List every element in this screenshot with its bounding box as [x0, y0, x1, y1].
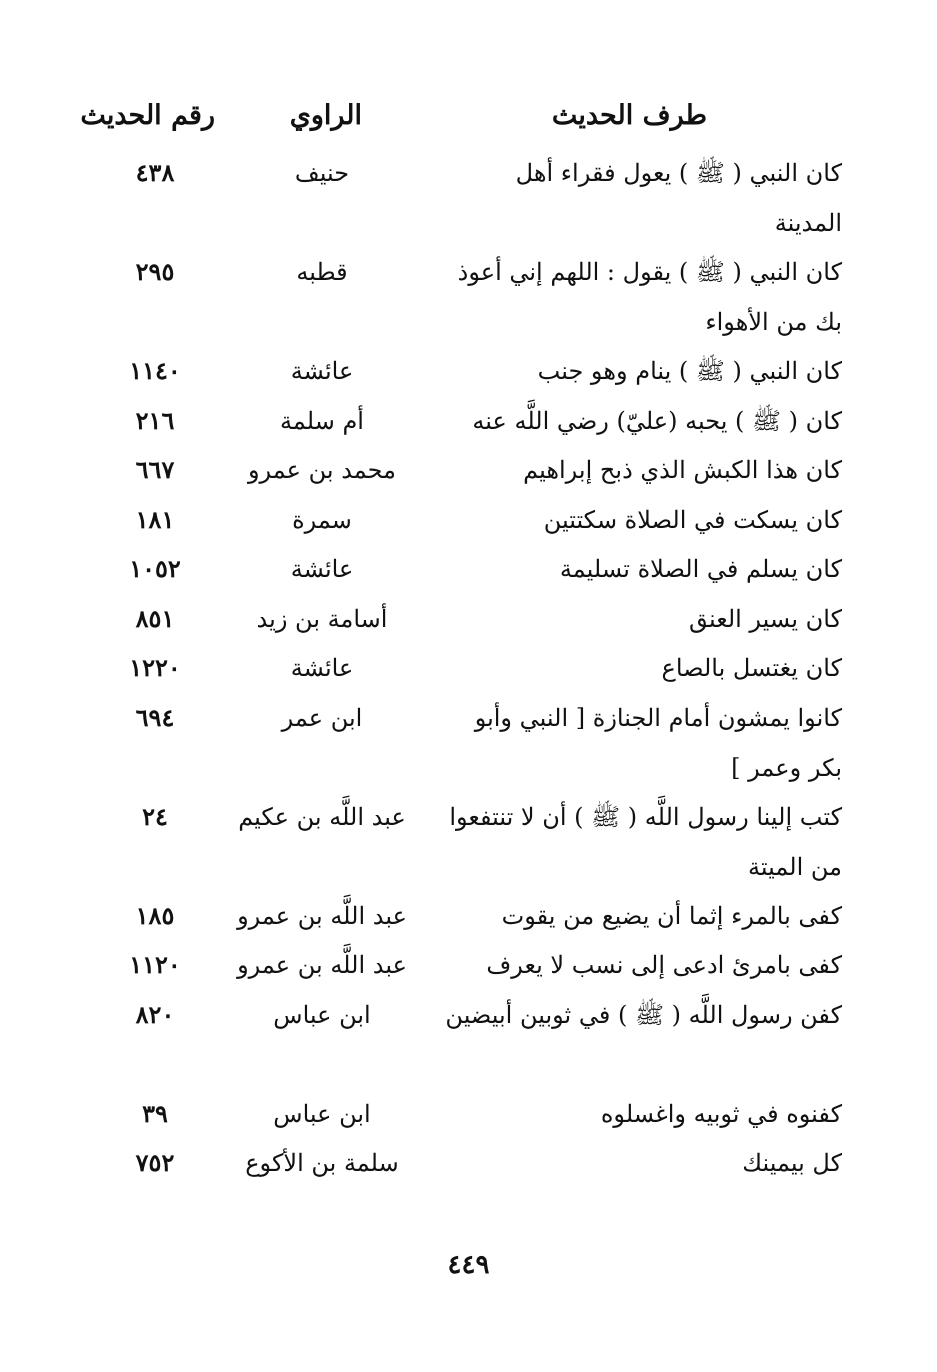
table-row: [0, 154, 937, 253]
table-row: [0, 1095, 937, 1145]
hadith-text: كانوا يمشون أمام الجنازة [ النبي وأبو بكر وعمر ]: [474, 703, 842, 782]
narrator: سلمة بن الأكوع: [245, 1149, 399, 1177]
table-row: [0, 1144, 937, 1194]
hadith-text: كان يسكت في الصلاة سكتتين: [543, 505, 842, 534]
narrator: ابن عباس: [273, 1099, 371, 1128]
hadith-number: ٨٢٠: [135, 999, 175, 1029]
hadith-number: ١٠٥٢: [129, 554, 181, 583]
hadith-number: ٦٩٤: [135, 702, 175, 732]
hadith-text: كان يسير العنق: [688, 604, 842, 633]
hadith-number: ٧٥٢: [135, 1148, 175, 1177]
narrator: عائشة: [290, 555, 354, 583]
table-row: [0, 600, 937, 650]
hadith-number: ١٢٢٠: [129, 653, 181, 682]
hadith-number: ٢٩٥: [135, 257, 175, 286]
narrator: عائشة: [290, 357, 354, 385]
hadith-number: ٤٣٨: [135, 158, 175, 187]
narrator: أسامة بن زيد: [256, 604, 388, 633]
hadith-text: كفى بالمرء إثما أن يضيع من يقوت: [501, 901, 842, 930]
hadith-text: كفنوه في ثوبيه واغسلوه: [600, 1099, 842, 1128]
narrator: قطبه: [296, 258, 348, 286]
narrator: ابن عمر: [281, 703, 363, 732]
narrator: حنيف: [294, 159, 350, 187]
table-row: [0, 501, 937, 551]
hadith-text: كفن رسول اللَّه ( ﷺ ) في ثوبين أبيضين: [445, 1000, 842, 1029]
hadith-text: كفى بامرئ ادعى إلى نسب لا يعرف: [486, 951, 842, 979]
table-row: [0, 996, 937, 1095]
hadith-text: كان يغتسل بالصاع: [661, 654, 842, 682]
hadith-number: ٢٤: [142, 801, 168, 831]
hadith-index-table: [0, 154, 937, 1194]
header-narrator: الراوي: [289, 100, 362, 131]
table-row: [0, 649, 937, 699]
header-hadith-number: رقم الحديث: [80, 100, 215, 131]
table-row: [0, 451, 937, 501]
hadith-text: كان ( ﷺ ) يحبه (عليّ) رضي اللَّه عنه: [472, 406, 842, 435]
narrator: أم سلمة: [280, 406, 364, 435]
table-row: [0, 352, 937, 402]
hadith-text: كان النبي ( ﷺ ) ينام وهو جنب: [537, 357, 842, 385]
narrator: ابن عباس: [273, 1000, 371, 1029]
table-header: [0, 100, 937, 144]
hadith-number: ١١٤٠: [129, 356, 181, 385]
hadith-number: ٦٦٧: [135, 455, 175, 484]
table-row: [0, 946, 937, 996]
narrator: محمد بن عمرو: [247, 456, 397, 484]
hadith-number: ٣٩: [142, 1098, 168, 1128]
hadith-number: ٨٥١: [135, 603, 175, 633]
page-number: ٤٤٩: [447, 1250, 490, 1280]
hadith-text: كتب إلينا رسول اللَّه ( ﷺ ) أن لا تنتفعوا من الميتة: [449, 802, 842, 881]
hadith-text: كل بيمينك: [742, 1149, 842, 1177]
hadith-number: ٢١٦: [135, 405, 175, 435]
hadith-text: كان النبي ( ﷺ ) يعول فقراء أهل المدينة: [515, 159, 842, 237]
hadith-text: كان هذا الكبش الذي ذبح إبراهيم: [523, 456, 842, 484]
table-row: [0, 402, 937, 452]
table-row: [0, 550, 937, 600]
table-row: [0, 798, 937, 897]
table-row: [0, 897, 937, 947]
narrator: سمرة: [292, 505, 352, 534]
narrator: عبد اللَّه بن عمرو: [237, 901, 407, 930]
table-row: [0, 253, 937, 352]
hadith-text: كان يسلم في الصلاة تسليمة: [559, 555, 842, 583]
hadith-number: ١٨٥: [135, 900, 175, 930]
narrator: عبد اللَّه بن عكيم: [238, 802, 406, 831]
narrator: عائشة: [290, 654, 354, 682]
hadith-number: ١٨١: [135, 504, 175, 534]
table-row: [0, 699, 937, 798]
header-hadith: طرف الحديث: [551, 100, 707, 131]
hadith-number: ١١٢٠: [129, 950, 181, 979]
narrator: عبد اللَّه بن عمرو: [237, 951, 407, 979]
hadith-text: كان النبي ( ﷺ ) يقول : اللهم إني أعوذ بك من الأهواء: [457, 258, 842, 336]
